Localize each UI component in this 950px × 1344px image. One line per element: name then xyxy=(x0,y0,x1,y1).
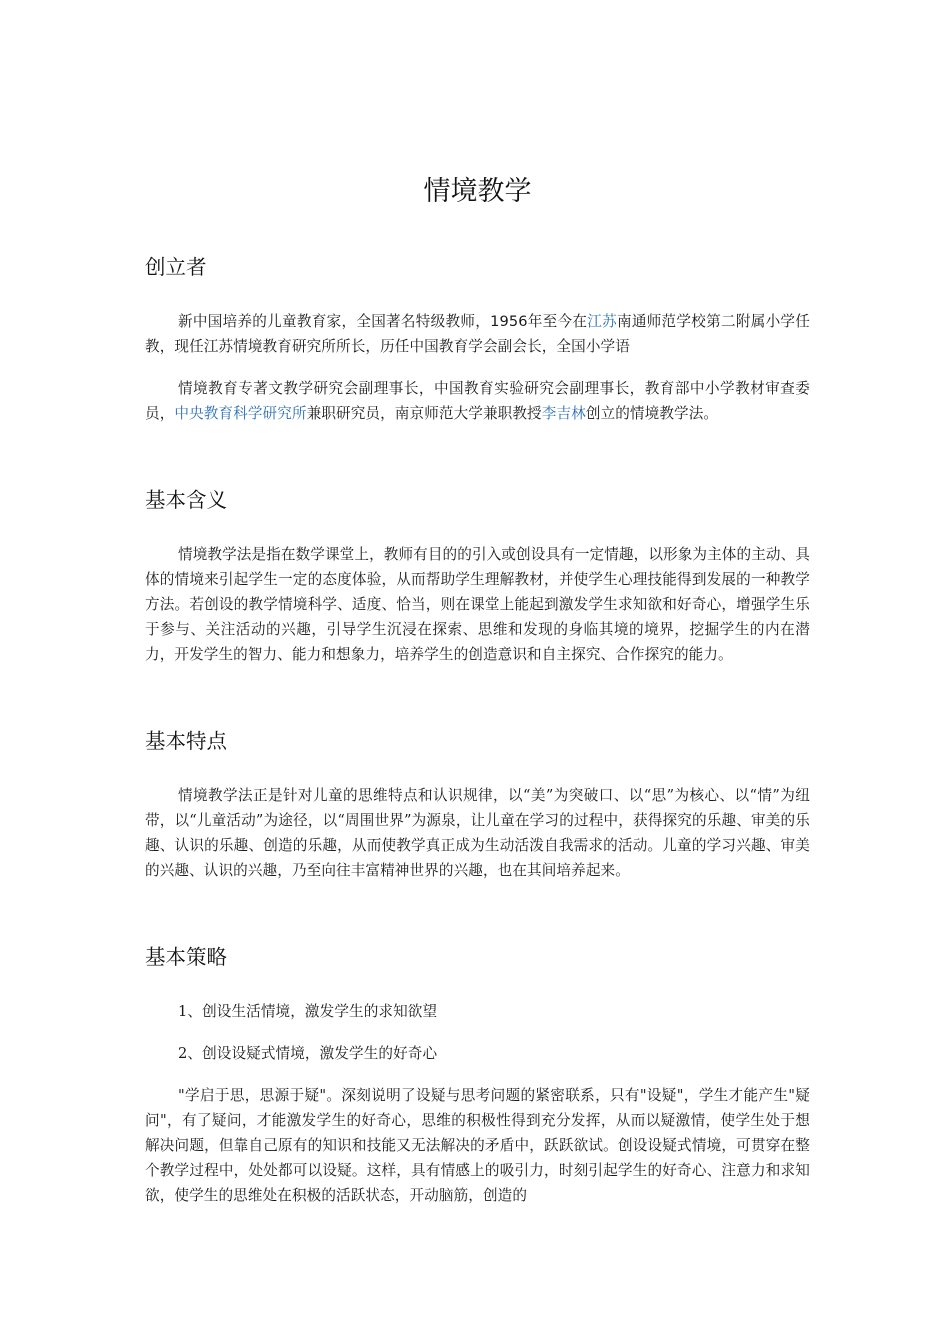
link-central-institute[interactable]: 中央教育科学研究所 xyxy=(174,405,307,422)
section-heading-founder: 创立者 xyxy=(145,255,207,279)
page-title: 情境教学 xyxy=(423,176,532,207)
link-jiangsu[interactable]: 江苏 xyxy=(587,313,617,330)
founder-p1-text-a: 新中国培养的儿童教育家，全国著名特级教师， xyxy=(178,313,491,330)
section-heading-features: 基本特点 xyxy=(145,729,227,753)
strategy-item-1: 1、创设生活情境，激发学生的求知欲望 xyxy=(178,1003,438,1020)
meaning-paragraph: 情境教学法是指在数学课堂上，教师有目的的引入或创设具有一定情趣，以形象为主体的主动、具体的情境来引起学生一定的态度体验，从而帮助学生理解教材，并使学生心理技能得到发展的一种教学方法。若创设的教学情境科学、适度、恰当，则在课堂上能起到激发学生求知欲和好奇心，增强学生乐于参与、关注活动的兴趣，引导学生沉浸在探索、思维和发现的身临其境的境界，挖掘学生的内在潜力，开发学生的智力、能力和想象力，培养学生的创造意识和自主探究、合作探究的能力。 xyxy=(145,546,810,663)
section-heading-strategy: 基本策略 xyxy=(145,945,227,969)
strategy-item-2: 2、创设设疑式情境，激发学生的好奇心 xyxy=(178,1045,438,1062)
founder-paragraph-1 xyxy=(145,309,810,359)
founder-p2-text-c: 创立的情境教学法。 xyxy=(585,405,719,422)
section-heading-meaning: 基本含义 xyxy=(145,488,227,512)
founder-p1-text-b: 年至今在 xyxy=(527,313,588,330)
strategy-paragraph: "学启于思，思源于疑"。深刻说明了设疑与思考问题的紧密联系，只有"设疑"，学生才能产生"疑问"，有了疑问，才能激发学生的好奇心，思维的积极性得到充分发挥，从而以疑激情，使学生处于想解决问题，但靠自己原有的知识和技能又无法解决的矛盾中，跃跃欲试。创设设疑式情境，可贯穿在整个教学过程中，处处都可以设疑。这样，具有情感上的吸引力，时刻引起学生的好奇心、注意力和求知欲，使学生的思维处在积极的活跃状态，开动脑筋，创造的 xyxy=(145,1087,810,1204)
founder-p1-text-c: 南通师范学校第二附属小学任教，现任江苏情境教育研究所所长，历任中国教育学会副会长，全国小学语 xyxy=(145,313,810,355)
founder-paragraph-2 xyxy=(145,376,810,426)
features-paragraph: 情境教学法正是针对儿童的思维特点和认识规律，以“美”为突破口、以“思”为核心、以“情”为纽带，以“儿童活动”为途径，以“周围世界”为源泉，让儿童在学习的过程中，获得探究的乐趣、审美的乐趣、认识的乐趣、创造的乐趣，从而使教学真正成为生动活泼自我需求的活动。儿童的学习兴趣、审美的兴趣、认识的兴趣，乃至向往丰富精神世界的兴趣，也在其间培养起来。 xyxy=(145,787,810,879)
founder-p2-text-a: 情境教育专著文教学研究会副理事长，中国教育实验研究会副理事长，教育部中小学教材审查委员， xyxy=(145,380,810,422)
founder-p2-text-b: 兼职研究员，南京师范大学兼职教授 xyxy=(306,405,542,422)
founder-p1-year: 1956 xyxy=(490,313,528,330)
link-li-jilin[interactable]: 李吉林 xyxy=(541,405,586,422)
